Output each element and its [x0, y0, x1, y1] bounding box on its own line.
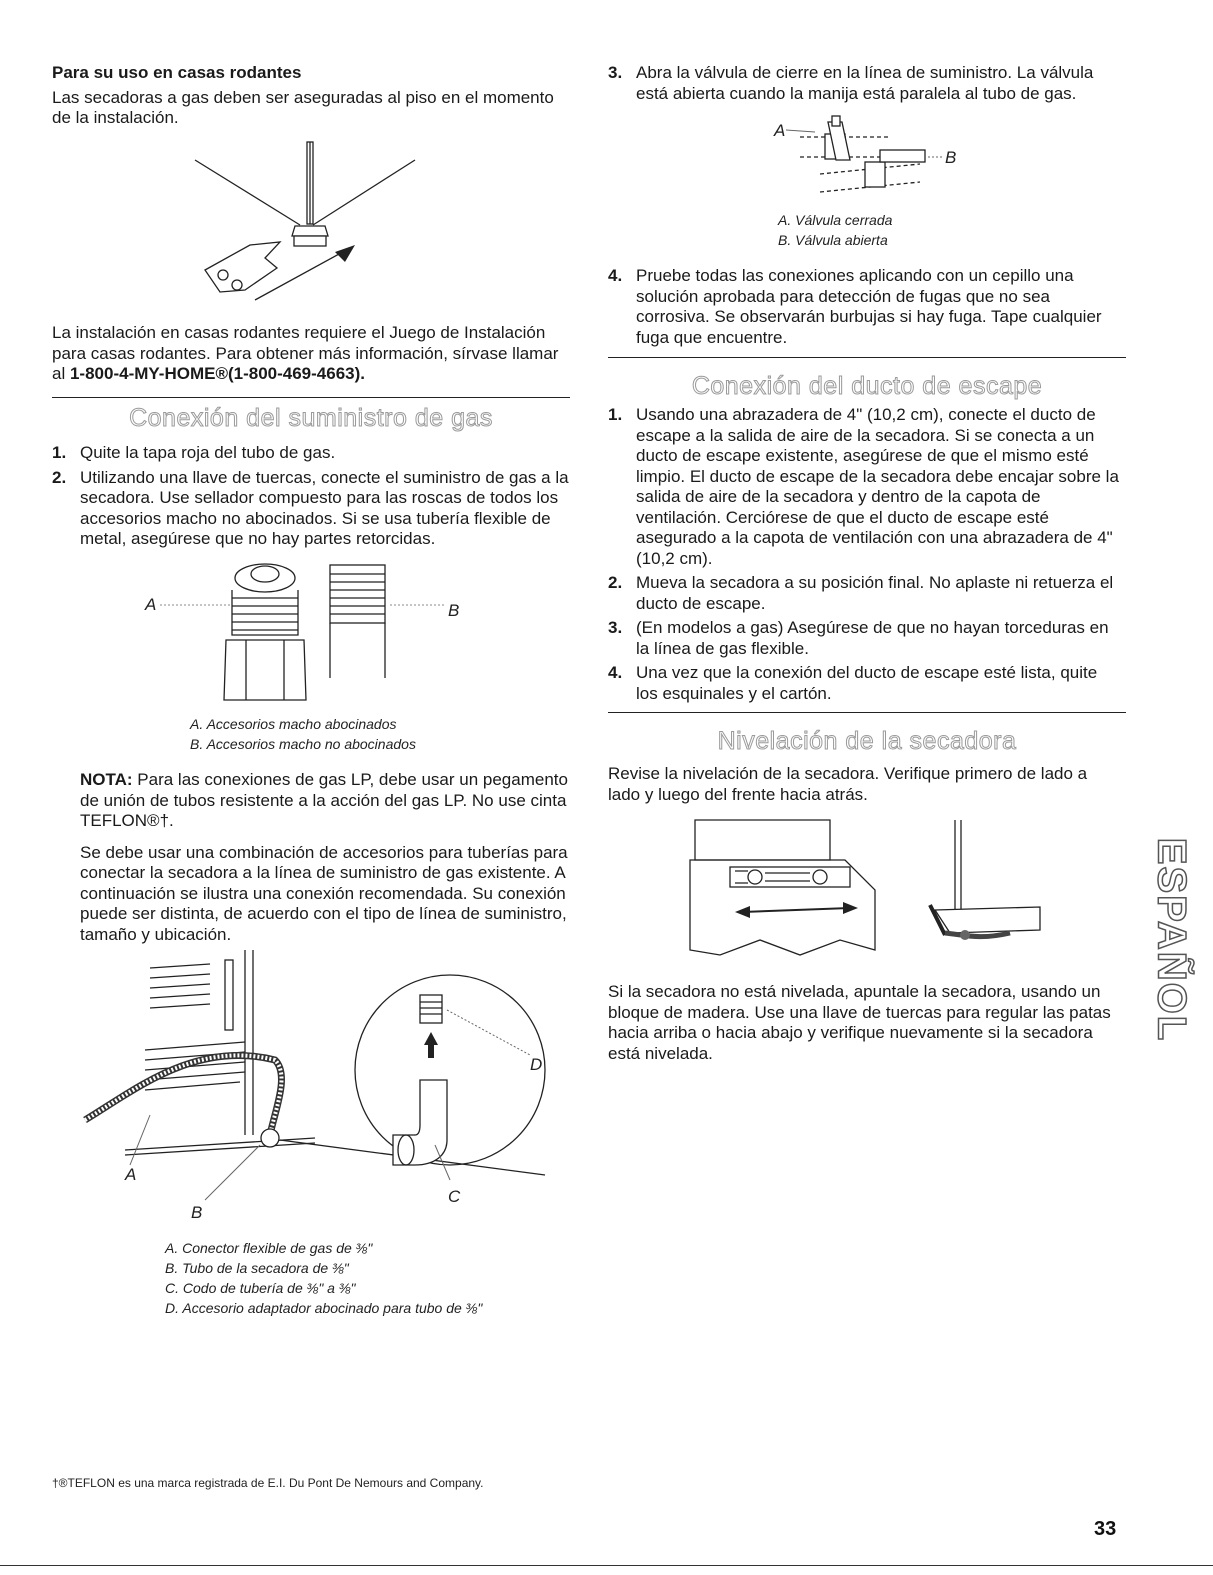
page-bottom-edge — [0, 1565, 1213, 1566]
side-tab-label: ESPAÑOL — [1149, 837, 1194, 1043]
conn-label-d: D — [530, 1055, 543, 1074]
fitting-label-a: A — [145, 595, 157, 614]
combo-text: Se debe usar una combinación de accesorios para tuberías para conectar la secadora a la línea de suministro de gas existente. A continuación se ilustra una conexión recomendada. Su conexión puede ser distinta, de acuerdo con el tipo de línea de suministro, tamaño y ubicación. — [80, 842, 568, 944]
conn-label-b: B — [191, 1203, 203, 1222]
fitting-captions — [190, 714, 416, 754]
exhaust-section-title: Conexión del ducto de escape — [691, 372, 1043, 400]
fitting-caption-b: B. Accesorios macho no abocinados — [190, 736, 416, 752]
divider — [52, 397, 570, 398]
exhaust-step-2: 2. Mueva la secadora a su posición final. No aplaste ni retuerza el ducto de escape. — [608, 573, 1114, 613]
note-block — [80, 770, 570, 945]
exhaust-step-1: 1. Usando una abrazadera de 4" (10,2 cm), conecte el ducto de escape a la salida de aire de la secadora. Si se conecta a un ducto de escape existente, asegúrese de que el mismo esté limpio. El ducto de escape de la secadora debe encajar sobre la salida de aire de la secadora y dentro de la capota de ventilación. Cerciórese de que el ducto de escape esté asegurado a la capota de ventilación con una abrazadera de 4" (10,2 cm). — [608, 405, 1119, 568]
conn-caption-d: D. Accesorio adaptador abocinado para tubo de ⅜" — [165, 1300, 483, 1316]
mobile-home-block — [52, 63, 572, 129]
mobile-home-kit-text: La instalación en casas rodantes requiere el Juego de Instalación para casas rodantes. Para obtener más información, sírvase llamar al — [52, 323, 559, 383]
valve-label-a: A — [774, 121, 786, 140]
divider — [608, 357, 1126, 358]
mobile-home-phone: 1-800-4-MY-HOME®(1-800-469-4663). — [69, 364, 366, 383]
conn-caption-a: A. Conector flexible de gas de ⅜" — [165, 1240, 373, 1256]
gas-steps-list — [52, 443, 572, 554]
conn-captions — [165, 1238, 482, 1318]
page-number: 33 — [1094, 1518, 1117, 1540]
level-text: Revise la nivelación de la secadora. Verifique primero de lado a lado y luego del frente hacia atrás. — [608, 764, 1088, 804]
mobile-home-text: Las secadoras a gas deben ser aseguradas al piso en el momento de la instalación. — [52, 87, 554, 127]
level-text-2: Si la secadora no está nivelada, apuntale la secadora, usando un bloque de madera. Use una llave de tuercas para regular las patas hacia arriba o hacia abajo y verifique nuevamente si la secadora está nivelada. — [608, 982, 1111, 1063]
valve-caption-b: B. Válvula abierta — [778, 232, 888, 248]
valve-step-3: 3. Abra la válvula de cierre en la línea de suministro. La válvula está abierta cuando la manija está paralela al tubo de gas. — [608, 63, 1094, 103]
valve-label-b: B — [945, 148, 957, 167]
valve-captions — [778, 210, 892, 250]
leak-step-4: 4. Pruebe todas las conexiones aplicando con un cepillo una solución aprobada para detección de fugas que no sea corrosiva. Se observarán burbujas si hay fuga. Tape cualquier fuga que encuentre. — [608, 266, 1102, 347]
conn-caption-c: C. Codo de tubería de ⅜" a ⅜" — [165, 1280, 356, 1296]
valve-step-list — [608, 63, 1123, 108]
conn-label-c: C — [448, 1187, 461, 1206]
footnote: †®TEFLON es una marca registrada de E.I. Du Pont De Nemours and Company. — [52, 1476, 484, 1490]
fittings-illustration — [140, 560, 470, 710]
language-side-tab — [1148, 820, 1194, 1060]
note-label: NOTA: — [80, 770, 133, 789]
exhaust-step-3: 3. (En modelos a gas) Asegúrese de que no hayan torceduras en la línea de gas flexible. — [608, 618, 1109, 658]
note-text: Para las conexiones de gas LP, debe usar un pegamento de unión de tubos resistente a la acción del gas LP. No use cinta TEFLON®†. — [80, 770, 568, 830]
mobile-home-bracket-illustration — [195, 140, 425, 315]
gas-connection-illustration — [75, 950, 555, 1225]
leveling-illustration — [680, 815, 1050, 965]
mobile-home-heading: Para su uso en casas rodantes — [52, 63, 302, 82]
gas-section-title: Conexión del suministro de gas — [129, 404, 493, 432]
leak-step-list — [608, 266, 1123, 352]
gas-step-1: 1. Quite la tapa roja del tubo de gas. — [52, 443, 336, 462]
valve-caption-a: A. Válvula cerrada — [778, 212, 893, 228]
valve-illustration — [770, 112, 970, 207]
conn-label-a: A — [125, 1165, 137, 1184]
gas-step-2: 2. Utilizando una llave de tuercas, conecte el suministro de gas a la secadora. Use sellador compuesto para las roscas de todos los accesorios macho no abocinados. Si se usa tubería flexible de metal, asegúrese que no hay partes retorcidas. — [52, 467, 569, 548]
mobile-home-kit-block — [52, 323, 572, 385]
level-section-title: Nivelación de la secadora — [717, 727, 1017, 755]
conn-caption-b: B. Tubo de la secadora de ⅜" — [165, 1260, 349, 1276]
fitting-label-b: B — [448, 601, 460, 620]
exhaust-steps-list — [608, 405, 1123, 708]
exhaust-step-4: 4. Una vez que la conexión del ducto de escape esté lista, quite los esquinales y el cartón. — [608, 663, 1098, 703]
fitting-caption-a: A. Accesorios macho abocinados — [190, 716, 397, 732]
divider — [608, 712, 1126, 713]
